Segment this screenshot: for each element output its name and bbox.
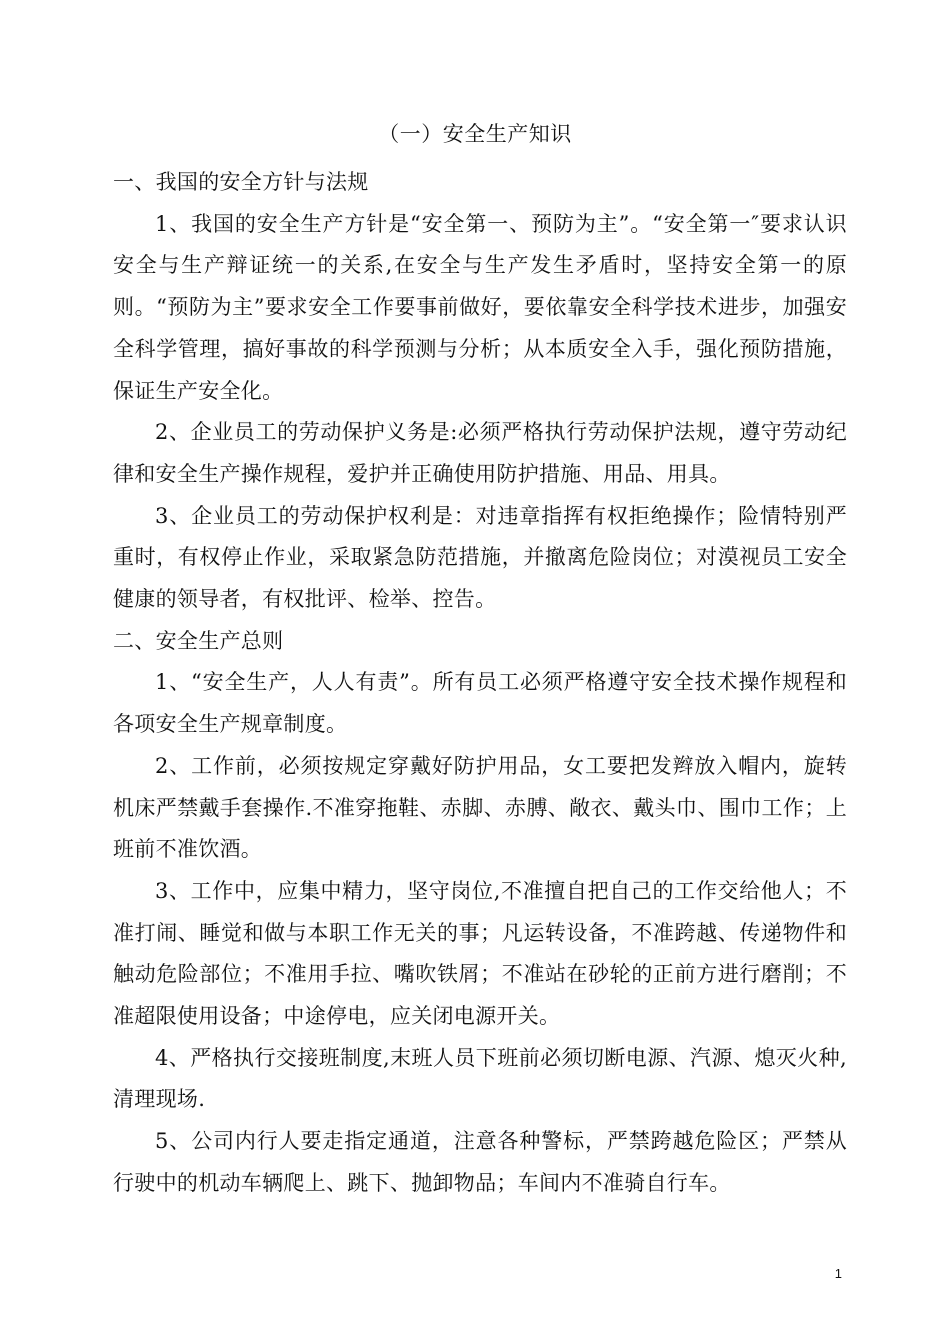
- section-2-paragraph-1: 1、“安全生产，人人有责”。所有员工必须严格遵守安全技术操作规程和各项安全生产规章制度。: [113, 670, 847, 737]
- section-2-paragraph-5: 5、公司内行人要走指定通道，注意各种警标，严禁跨越危险区；严禁从行驶中的机动车辆爬上、跳下、抛卸物品；车间内不准骑自行车。: [113, 1129, 847, 1195]
- section-2-paragraph-3: 3、工作中，应集中精力，坚守岗位,不准擅自把自己的工作交给他人；不准打闹、睡觉和做与本职工作无关的事；凡运转设备，不准跨越、传递物件和触动危险部位；不准用手拉、嘴吹铁屑；不准站在砂轮的正前方进行磨削；不准超限使用设备；中途停电，应关闭电源开关。: [113, 878, 847, 1029]
- section-1-paragraph-3: 3、企业员工的劳动保护权利是：对违章指挥有权拒绝操作；险情特别严重时，有权停止作业，采取紧急防范措施，并撤离危险岗位；对漠视员工安全健康的领导者，有权批评、检举、控告。: [113, 503, 847, 612]
- section-heading-1: 一、我国的安全方针与法规: [113, 170, 369, 194]
- document-body: [113, 162, 847, 1205]
- page-number: 1: [834, 1266, 842, 1281]
- section-2-paragraph-2: 2、工作前，必须按规定穿戴好防护用品，女工要把发辫放入帽内，旋转机床严禁戴手套操作.不准穿拖鞋、赤脚、赤膊、敞衣、戴头巾、围巾工作；上班前不准饮酒。: [113, 753, 847, 862]
- section-2-paragraph-4: 4、严格执行交接班制度,末班人员下班前必须切断电源、汽源、熄灭火种,清理现场.: [113, 1045, 847, 1112]
- section-heading-2: 二、安全生产总则: [113, 628, 284, 653]
- section-1-paragraph-2: 2、企业员工的劳动保护义务是:必须严格执行劳动保护法规，遵守劳动纪律和安全生产操作规程，爱护并正确使用防护措施、用品、用具。: [113, 420, 847, 486]
- document-title: （一）安全生产知识: [378, 122, 572, 146]
- section-1-paragraph-1: 1、我国的安全生产方针是“安全第一、预防为主”。“安全第一″要求认识安全与生产辩证统一的关系,在安全与生产发生矛盾时，坚持安全第一的原则。“预防为主”要求安全工作要事前做好，要依靠安全科学技术进步，加强安全科学管理，搞好事故的科学预测与分析；从本质安全入手，强化预防措施，保证生产安全化。: [113, 211, 847, 403]
